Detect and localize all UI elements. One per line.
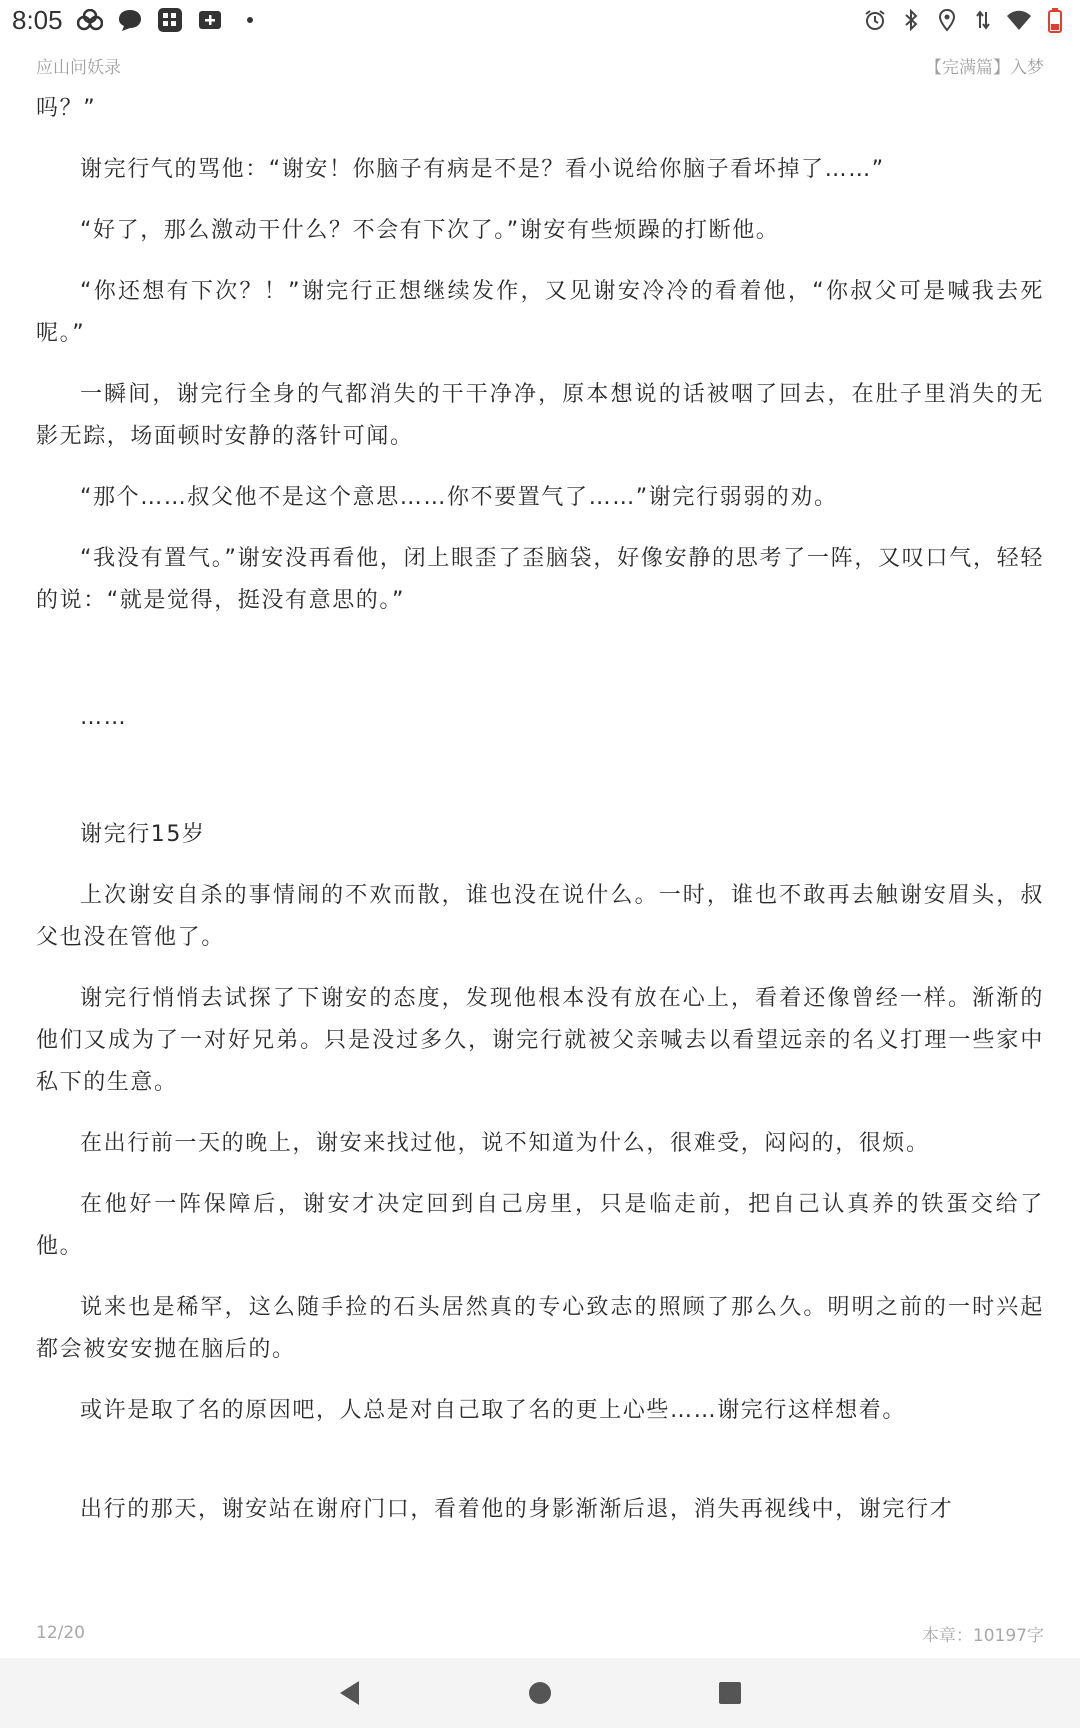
app-grid-icon: [157, 7, 183, 33]
battery-icon: [1042, 7, 1068, 33]
recents-button[interactable]: [710, 1673, 750, 1713]
location-icon: [934, 7, 960, 33]
reader-footer: [36, 1618, 1044, 1648]
paragraph: 吗？”: [36, 96, 97, 121]
dot-icon: [237, 7, 263, 33]
paragraph: “那个……叔父他不是这个意思……你不要置气了……”谢完行弱弱的劝。: [80, 485, 838, 510]
section-heading: 谢完行15岁: [80, 822, 206, 847]
chapter-title: 【完满篇】入梦: [925, 57, 1044, 78]
alarm-icon: [862, 7, 888, 33]
reader-header: [36, 50, 1044, 80]
spacer: [36, 1451, 1044, 1489]
paragraph: 在他好一阵保障后，谢安才决定回到自己房里，只是临走前，把自己认真养的铁蛋交给了他。: [36, 1192, 1044, 1259]
reading-content[interactable]: [36, 88, 1044, 1550]
status-left: [12, 5, 263, 36]
book-title: 应山问妖录: [36, 57, 121, 78]
spacer: [36, 758, 1044, 814]
data-arrows-icon: [970, 7, 996, 33]
status-right: [862, 7, 1068, 33]
paragraph: 出行的那天，谢安站在谢府门口，看着他的身影渐渐后退，消失再视线中，谢完行才: [80, 1497, 954, 1522]
paragraph: “你还想有下次？！”谢完行正想继续发作，又见谢安冷冷的看着他，“你叔父可是喊我去死呢。”: [36, 279, 1044, 346]
back-triangle-icon: [337, 1679, 363, 1707]
system-nav-bar: [0, 1658, 1080, 1728]
paragraph: 谢完行气的骂他：“谢安！你脑子有病是不是？看小说给你脑子看坏掉了……”: [80, 157, 885, 182]
spacer: [36, 641, 1044, 697]
home-circle-icon: [527, 1680, 553, 1706]
paragraph: “我没有置气。”谢安没再看他，闭上眼歪了歪脑袋，好像安静的思考了一阵，又叹口气，轻轻的说：“就是觉得，挺没有意思的。”: [36, 546, 1044, 613]
recents-square-icon: [718, 1681, 742, 1705]
paragraph-ellipsis: ……: [80, 705, 128, 730]
status-bar: [0, 0, 1080, 40]
paragraph: 或许是取了名的原因吧，人总是对自己取了名的更上心些……谢完行这样想着。: [80, 1398, 907, 1423]
paragraph: “好了，那么激动干什么？不会有下次了。”谢安有些烦躁的打断他。: [80, 218, 780, 243]
wifi-icon: [1006, 7, 1032, 33]
plus-box-icon: [197, 7, 223, 33]
paragraph: 一瞬间，谢完行全身的气都消失的干干净净，原本想说的话被咽了回去，在肚子里消失的无影无踪，场面顿时安静的落针可闻。: [36, 382, 1044, 449]
paragraph: 在出行前一天的晚上，谢安来找过他，说不知道为什么，很难受，闷闷的，很烦。: [80, 1131, 930, 1156]
chapter-word-count: 本章：10197字: [921, 1625, 1044, 1646]
cloud-app-icon: [77, 7, 103, 33]
paragraph: 谢完行悄悄去试探了下谢安的态度，发现他根本没有放在心上，看着还像曾经一样。渐渐的他们又成为了一对好兄弟。只是没过多久，谢完行就被父亲喊去以看望远亲的名义打理一些家中私下的生意。: [36, 986, 1044, 1095]
back-button[interactable]: [330, 1673, 370, 1713]
bluetooth-icon: [898, 7, 924, 33]
paragraph: 上次谢安自杀的事情闹的不欢而散，谁也没在说什么。一时，谁也不敢再去触谢安眉头，叔父也没在管他了。: [36, 883, 1044, 950]
chat-bubble-icon: [117, 7, 143, 33]
page-indicator: 12/20: [36, 1623, 85, 1643]
home-button[interactable]: [520, 1673, 560, 1713]
status-time: 8:05: [12, 4, 63, 35]
paragraph: 说来也是稀罕，这么随手捡的石头居然真的专心致志的照顾了那么久。明明之前的一时兴起都会被安安抛在脑后的。: [36, 1295, 1044, 1362]
